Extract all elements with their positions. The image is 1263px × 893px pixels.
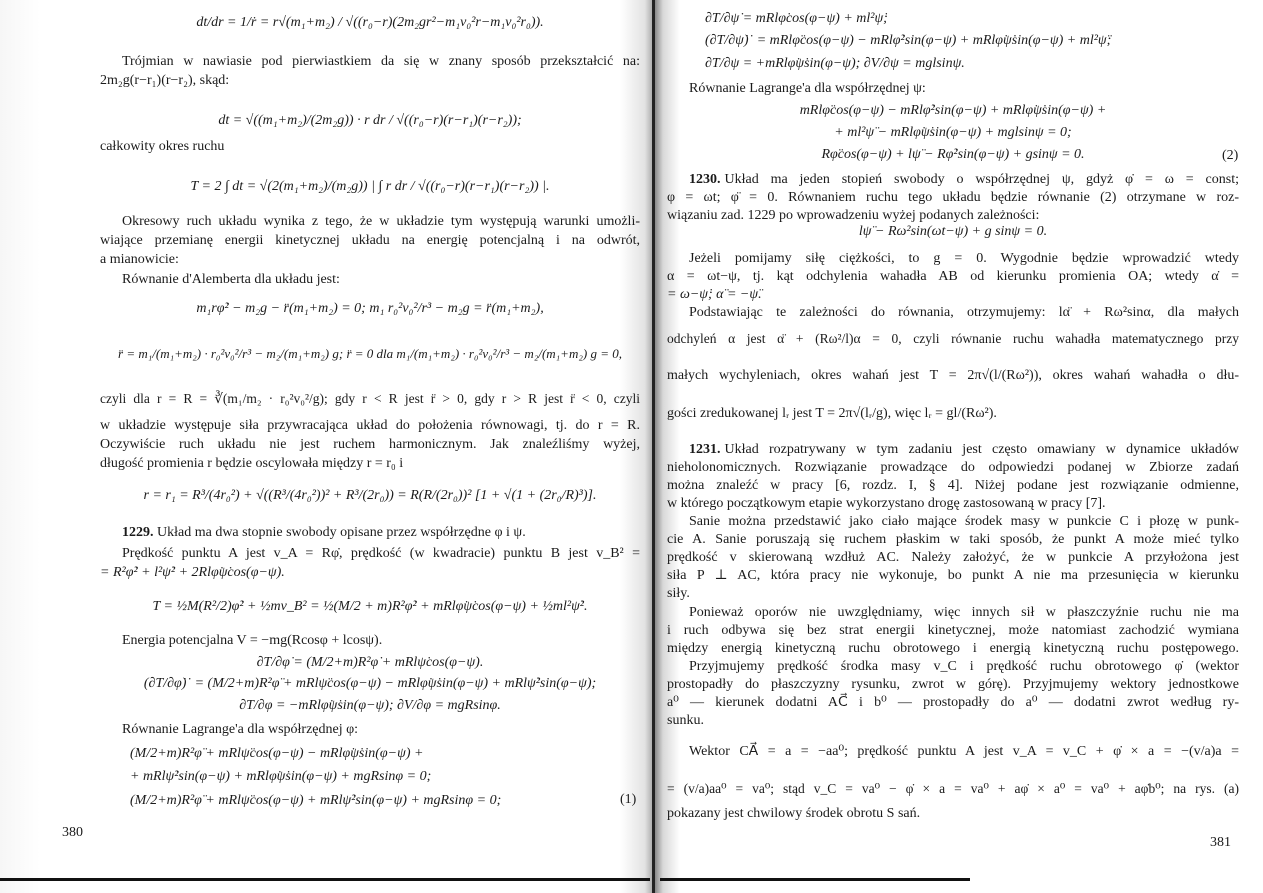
text-line: Prędkość punktu A jest v_A = Rφ̇, prędkość (w kwadracie) punktu B jest v_B² = [122, 546, 640, 561]
equation: T = ½M(R²/2)φ̇² + ½mv_B² = ½(M/2 + m)R²φ̇² + mRlφ̇ψ̇cos(φ−ψ) + ½ml²ψ̇². [152, 599, 588, 614]
text-line: prędkość v skierowaną wzdłuż AC. Należy założyć, że w punkcie A przyłożona jest [667, 550, 1239, 565]
equation: + ml²ψ̈ − mRlφ̇ψ̇sin(φ−ψ) + mglsinψ = 0; [834, 125, 1072, 140]
text-line: Układ ma dwa stopnie swobody opisane przez współrzędne φ i ψ. [157, 525, 526, 540]
text-line: między energią kinetyczną ruchu obrotowego i energią kinetyczną ruchu postępowego. [667, 641, 1239, 656]
equation: ∂T/∂φ̇ = (M/2+m)R²φ̇ + mRlψ̇cos(φ−ψ). [256, 655, 484, 670]
text-line: = (v/a)aa⁰ = va⁰; stąd v_C = va⁰ − φ̇ × a = va⁰ + aφ̇ × a⁰ = va⁰ + aφ̇b⁰; na rys. (a) [667, 781, 1239, 796]
text-line: Trójmian w nawiasie pod pierwiastkiem da się w znany sposób przekształcić na: [122, 54, 640, 69]
text-line: Energia potencjalna V = −mg(Rcosφ + lcosψ). [122, 633, 383, 648]
text-line: prostopadły do płaszczyzny rysunku, zwrot w górę). Przyjmujemy wektory jednostkowe [667, 677, 1239, 692]
page-bottom-edge [0, 878, 650, 881]
text-line: Wektor CA⃗ = a = −aa⁰; prędkość punktu A jest v_A = v_C + φ̇ × a = −(v/a)a = [689, 744, 1239, 759]
text-line: wiające przemianę energii kinetycznej układu na energię potencjalną i na odwrót, [100, 233, 640, 248]
text-line: Okresowy ruch układu wynika z tego, że w układzie tym występują warunki umożli- [122, 214, 640, 229]
equation: (M/2+m)R²φ̈ + mRlψ̈cos(φ−ψ) + mRlψ̇²sin(φ−ψ) + mgRsinφ = 0; [130, 793, 502, 808]
text-line: gości zredukowanej lᵣ jest T = 2π√(lᵣ/g), więc lᵣ = gl/(Rω²). [667, 406, 997, 421]
text-line: cie A. Sanie poruszają się ruchem płaskim w taki sposób, że punkt A może mieć tylko [667, 532, 1239, 547]
page-number: 380 [62, 825, 83, 840]
equation-number: (1) [620, 792, 637, 807]
text-line: małych wychyleniach, okres wahań jest T = 2π√(l/(Rω²)), okres wahań wahadła o dłu- [667, 368, 1239, 383]
equation: = ω−ψ̇; α̈ = −ψ̈. [667, 287, 762, 302]
text-line: Układ ma jeden stopień swobody o współrzędnej ψ, gdyż φ̇ = ω = const; [724, 172, 1239, 187]
text-line: czyli dla r = R = ∛(m₁/m₂ · r₀²v₀²/g); gdy r < R jest r̈ > 0, gdy r > R jest r̈ < 0, czyli [100, 391, 640, 406]
problem-1229-heading [100, 524, 662, 542]
text-line: a⁰ — kierunek dodatni AC⃗ i b⁰ — prostopadły do a⁰ — dodatni zwrot według ry- [667, 695, 1239, 710]
text-line: Podstawiając te zależności do równania, otrzymujemy: lα̈ + Rω²sinα, dla małych [689, 305, 1239, 320]
text-line: Równanie Lagrange'a dla współrzędnej φ: [122, 722, 359, 737]
equation: lψ̈ − Rω²sin(ωt−ψ) + g sinψ = 0. [858, 224, 1048, 239]
text-line: w układzie występuje siła przywracająca układ do położenia równowagi, tj. do r = R. [100, 418, 640, 433]
text-line: można znaleźć w pracy [6, rozdz. I, § 4]. Niżej podane jest rozwiązanie odmienne, [667, 478, 1239, 493]
text-line: nieholonomicznych. Rozwiązanie prowadzące do odpowiedzi podanej w Zbiorze zadań [667, 460, 1239, 475]
text-line: Jeżeli pomijamy siłę ciężkości, to g = 0. Wygodnie będzie wprowadzić wtedy [689, 251, 1239, 266]
text-line: i ruch odbywa się bez strat energii kinetycznej, może natomiast zachodzić wymiana [667, 623, 1239, 638]
equation: ∂T/∂ψ = +mRlφ̇ψ̇sin(φ−ψ); ∂V/∂ψ = mglsinψ. [705, 56, 965, 71]
text-line: wiązaniu zad. 1229 po wprowadzeniu wyżej podanych zależności: [667, 208, 1040, 223]
equation: dt/dr = 1/ṙ = r√(m₁+m₂) / √((r₀−r)(2m₂gr²−m₁v₀²r−m₁v₀²r₀)). [196, 15, 544, 30]
equation: (∂T/∂ψ̇)˙ = mRlφ̈cos(φ−ψ) − mRlφ̇²sin(φ−ψ) + mRlφ̇ψ̇sin(φ−ψ) + ml²ψ̈; [705, 33, 1112, 48]
equation: (∂T/∂φ̇)˙ = (M/2+m)R²φ̈ + mRlψ̈cos(φ−ψ) − mRlφ̇ψ̇sin(φ−ψ) + mRlψ̇²sin(φ−ψ); [143, 676, 597, 691]
equation: mRlφ̈cos(φ−ψ) − mRlφ̇²sin(φ−ψ) + mRlφ̇ψ̇sin(φ−ψ) + [799, 103, 1107, 118]
text-line: długość promienia r będzie oscylowała między r = r₀ i [100, 456, 404, 471]
problem-1231-heading [667, 441, 1239, 459]
text-line: Sanie można przedstawić jako ciało mające środek masy w punkcie C i płozę w punk- [689, 514, 1239, 529]
text-line: w którego początkowym etapie wykorzystano drogę zastosowaną w pracy [7]. [667, 496, 1106, 511]
equation: + mRlψ̇²sin(φ−ψ) + mRlφ̇ψ̇sin(φ−ψ) + mgRsinφ = 0; [130, 769, 432, 784]
book-spine [652, 0, 655, 893]
problem-number: 1231. [689, 442, 721, 457]
text-line: Ponieważ oporów nie uwzględniamy, więc innych sił w płaszczyźnie ruchu nie ma [689, 605, 1239, 620]
text-line: siły. [667, 586, 690, 601]
text-line: odchyleń α jest α̈ + (Rω²/l)α = 0, czyli równanie ruchu wahadła matematycznego przy [667, 331, 1239, 346]
equation: ∂T/∂φ = −mRlφ̇ψ̇sin(φ−ψ); ∂V/∂φ = mgRsinφ. [239, 698, 501, 713]
text-line: Równanie d'Alemberta dla układu jest: [122, 272, 340, 287]
text-line: Przyjmujemy prędkość środka masy v_C i prędkość ruchu obrotowego φ̇ (wektor [689, 659, 1239, 674]
text-line: całkowity okres ruchu [100, 139, 225, 154]
text-line: α = ωt−ψ, tj. kąt odchylenia wahadła AB od kierunku promienia OA; wtedy α̇ = [667, 269, 1239, 284]
problem-number: 1229. [122, 525, 154, 540]
text-line: pokazany jest chwilowy środek obrotu S sań. [667, 806, 921, 821]
text-line: 2m₂g(r−r₁)(r−r₂), skąd: [100, 73, 230, 88]
page-bottom-edge [660, 878, 970, 881]
equation: m₁rφ̇² − m₂g − r̈(m₁+m₂) = 0; m₁ r₀²v₀²/r³ − m₂g = r̈(m₁+m₂), [196, 301, 544, 316]
problem-number: 1230. [689, 172, 721, 187]
equation-number: (2) [1222, 148, 1239, 163]
text-line: Oczywiście ruch układu nie jest ruchem harmonicznym. Jak znaleźliśmy wyżej, [100, 437, 640, 452]
text-line: siła P ⊥ AC, która pracy nie wykonuje, bo punkt A nie ma przesunięcia w kierunku [667, 568, 1239, 583]
text-line: a mianowicie: [100, 252, 179, 267]
text-line: sunku. [667, 713, 704, 728]
equation: Rφ̈cos(φ−ψ) + lψ̈ − Rφ̇²sin(φ−ψ) + gsinψ = 0. [821, 147, 1085, 162]
page-number: 381 [1210, 835, 1231, 850]
equation: = R²φ̇² + l²ψ̇² + 2Rlφ̇ψ̇cos(φ−ψ). [100, 565, 285, 580]
equation: T = 2 ∫ dt = √(2(m₁+m₂)/(m₂g)) | ∫ r dr / √((r₀−r)(r−r₁)(r−r₂)) |. [190, 179, 550, 194]
equation: (M/2+m)R²φ̈ + mRlψ̈cos(φ−ψ) − mRlφ̇ψ̇sin(φ−ψ) + [130, 746, 424, 761]
text-line: Układ rozpatrywany w tym zadaniu jest często omawiany w dynamice układów [724, 442, 1239, 457]
equation: r = r₁ = R³/(4r₀²) + √((R³/(4r₀²))² + R³/(2r₀)) = R(R/(2r₀))² [1 + √(1 + (2r₀/R)³)]. [143, 488, 597, 503]
problem-1230-heading [667, 171, 1239, 189]
equation: ∂T/∂ψ̇ = mRlφ̇cos(φ−ψ) + ml²ψ̇; [705, 11, 888, 26]
text-line: φ = ωt; φ̈ = 0. Równaniem ruchu tego układu będzie równanie (2) otrzymane w roz- [667, 190, 1239, 205]
equation: dt = √((m₁+m₂)/(2m₂g)) · r dr / √((r₀−r)(r−r₁)(r−r₂)); [218, 113, 522, 128]
text-line: Równanie Lagrange'a dla współrzędnej ψ: [689, 81, 926, 96]
equation: r̈ = m₁/(m₁+m₂) · r₀²v₀²/r³ − m₂/(m₁+m₂) g; r̈ = 0 dla m₁/(m₁+m₂) · r₀²v₀²/r³ − m₂/(m₁+m₂) g = 0, [118, 346, 622, 361]
